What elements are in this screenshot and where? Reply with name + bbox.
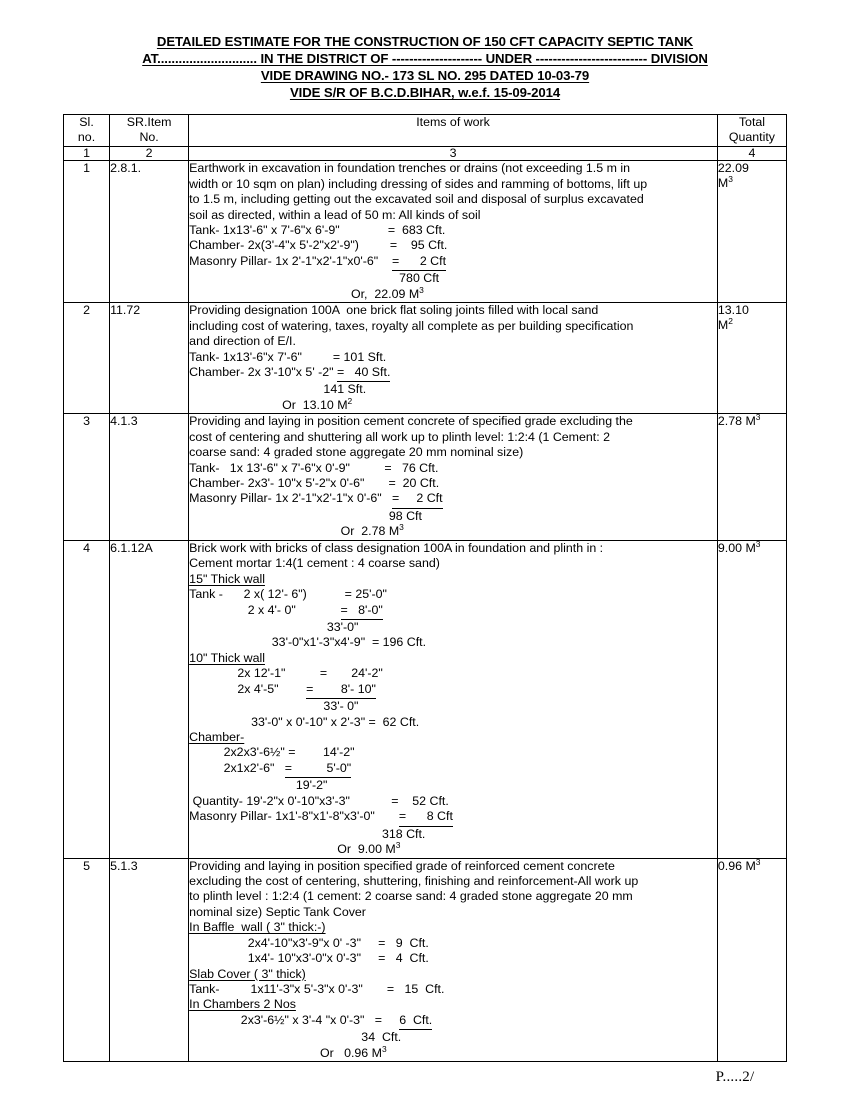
- title-line-1: [0, 33, 850, 50]
- sub-heading: Chamber-: [189, 730, 245, 745]
- desc-line: Brick work with bricks of class designation 100A in foundation and plinth in :: [189, 540, 604, 555]
- qty-unit: M: [717, 176, 729, 191]
- row-sr-item-no: 4.1.3: [110, 414, 189, 541]
- row-sr-item-no: 5.1.3: [110, 858, 189, 1062]
- row-sl-no: 4: [64, 540, 110, 858]
- desc-line: Providing and laying in position specified grade of reinforced cement concrete: [189, 858, 615, 873]
- desc-line: cost of centering and shuttering all work up to plinth level: 1:2:4 (1 Cement: 2: [189, 429, 610, 444]
- calc-line: Tank- 1x13'-6" x 7'-6"x 6'-9" = 683 Cft.: [189, 223, 446, 238]
- calc-line: Masonry Pillar- 1x 2'-1"x2'-1"x 0'-6" = 2 Cft: [189, 491, 717, 508]
- desc-line: Providing designation 100A one brick flat soling joints filled with local sand: [189, 303, 599, 318]
- calc-line: 2x 4'-5" = 8'- 10": [189, 682, 717, 699]
- calc-subtotal: 98 Cft: [189, 508, 422, 523]
- calc-subtotal: 318 Cft.: [189, 826, 426, 841]
- row-sr-item-no: 6.1.12A: [110, 540, 189, 858]
- calc-line: 2x3'-6½" x 3'-4 "x 0'-3" = 6 Cft.: [189, 1013, 717, 1030]
- desc-line: to plinth level : 1:2:4 (1 cement: 2 coarse sand: 4 graded stone aggregate 20 mm: [189, 889, 633, 904]
- calc-subtotal: 34 Cft.: [189, 1030, 402, 1045]
- row-total-quantity: [717, 858, 786, 1062]
- desc-line: to 1.5 m, including getting out the excavated soil and disposal of surplus excavated: [189, 192, 644, 207]
- sub-heading: 10" Thick wall: [189, 650, 265, 665]
- row-items-of-work: [189, 414, 718, 541]
- calc-line: 2x4'-10"x3'-9"x 0' -3" = 9 Cft.: [189, 935, 429, 950]
- calc-line: 33'-0" x 0'-10" x 2'-3" = 62 Cft.: [189, 714, 420, 729]
- calc-line: 2x1x2'-6" = 5'-0": [189, 761, 717, 778]
- header-total-quantity: Total Quantity: [717, 114, 786, 146]
- row-total-quantity: [717, 303, 786, 414]
- calc-line: Tank - 2 x( 12'- 6") = 25'-0": [189, 587, 387, 602]
- calc-line: Masonry Pillar- 1x 2'-1"x2'-1"x0'-6" = 2 Cft: [189, 254, 717, 271]
- row-sr-item-no: 11.72: [110, 303, 189, 414]
- calc-conversion: Or 9.00 $M^3$: [189, 839, 401, 857]
- title-line-1-text: DETAILED ESTIMATE FOR THE CONSTRUCTION OF 150 CFT CAPACITY SEPTIC TANK: [156, 34, 694, 49]
- row-items-of-work: [189, 858, 718, 1062]
- col-num-3: 3: [189, 146, 718, 161]
- page-footer: [0, 1068, 850, 1086]
- table-row: [64, 858, 787, 1062]
- calc-subtotal: 33'- 0": [189, 699, 359, 714]
- row-sl-no: 2: [64, 303, 110, 414]
- calc-subtotal: 141 Sft.: [189, 382, 367, 397]
- desc-line: Cement mortar 1:4(1 cement : 4 coarse sand): [189, 556, 440, 571]
- row-total-quantity: [717, 414, 786, 541]
- title-line-3-text: VIDE DRAWING NO.- 173 SL NO. 295 DATED 10-03-79: [260, 68, 590, 84]
- desc-line: soil as directed, within a lead of 50 m: All kinds of soil: [189, 207, 481, 222]
- desc-line: and direction of E/I.: [189, 334, 296, 349]
- header-sr-item-no: SR.Item No.: [110, 114, 189, 146]
- row-items-of-work: [189, 161, 718, 303]
- calc-conversion: Or 13.10 $M^2$: [189, 395, 353, 412]
- calc-line: Chamber- 2x(3'-4"x 5'-2"x2'-9") = 95 Cft.: [189, 238, 448, 253]
- title-line-2: [0, 50, 850, 67]
- table-row: [64, 414, 787, 541]
- title-line-2-text: AT............................ IN THE DISTRICT OF --------------------- UNDER -------------------------- DIVISION: [142, 51, 708, 67]
- row-sl-no: 1: [64, 161, 110, 303]
- qty-value: 9.00 M: [717, 540, 756, 555]
- calc-line: Tank- 1x 13'-6" x 7'-6"x 0'-9" = 76 Cft.: [189, 460, 439, 475]
- desc-line: coarse sand: 4 graded stone aggregate 20 mm nominal size): [189, 445, 524, 460]
- qty-exponent: 3: [755, 538, 761, 549]
- qty-value: 0.96 M: [717, 858, 756, 873]
- calc-line: Tank- 1x11'-3"x 5'-3"x 0'-3" = 15 Cft.: [189, 982, 445, 997]
- calc-line: Chamber- 2x3'- 10"x 5'-2"x 0'-6" = 20 Cft.: [189, 476, 440, 491]
- calc-line: Quantity- 19'-2"x 0'-10"x3'-3" = 52 Cft.: [189, 793, 449, 808]
- col-num-1: 1: [64, 146, 110, 161]
- row-total-quantity: [717, 540, 786, 858]
- calc-subtotal: 33'-0": [189, 619, 359, 634]
- qty-value: 13.10: [717, 303, 749, 318]
- estimate-table: [63, 114, 787, 1063]
- title-line-4: [0, 84, 850, 101]
- row-items-of-work: [189, 303, 718, 414]
- desc-line: Providing and laying in position cement concrete of specified grade excluding the: [189, 414, 633, 429]
- desc-line: Earthwork in excavation in foundation trenches or drains (not exceeding 1.5 m in: [189, 161, 630, 176]
- sub-heading: In Chambers 2 Nos: [189, 997, 296, 1012]
- qty-exponent: 3: [728, 174, 733, 185]
- table-row: [64, 161, 787, 303]
- calc-conversion: Or, 22.09 $M^3$: [189, 284, 424, 301]
- table-column-number-row: [64, 146, 787, 161]
- row-sr-item-no: 2.8.1.: [110, 161, 189, 303]
- calc-line: 2 x 4'- 0" = 8'-0": [189, 603, 717, 620]
- qty-exponent: 2: [728, 316, 733, 327]
- desc-line: nominal size) Septic Tank Cover: [189, 904, 366, 919]
- calc-line: 33'-0"x1'-3"x4'-9" = 196 Cft.: [189, 635, 427, 650]
- row-sl-no: 5: [64, 858, 110, 1062]
- sub-heading: In Baffle wall ( 3" thick:-): [189, 920, 326, 935]
- row-items-of-work: [189, 540, 718, 858]
- row-total-quantity: [717, 161, 786, 303]
- calc-conversion: Or 0.96 $M^3$: [189, 1043, 387, 1060]
- desc-line: width or 10 sqm on plan) including dressing of sides and ramming of bottoms, lift up: [189, 176, 648, 191]
- qty-unit: M: [717, 318, 729, 333]
- desc-line: including cost of watering, taxes, royalty all complete as per building specification: [189, 318, 634, 333]
- calc-line: Tank- 1x13'-6"x 7'-6" = 101 Sft.: [189, 349, 387, 364]
- header-items-of-work: Items of work: [189, 114, 718, 146]
- row-sl-no: 3: [64, 414, 110, 541]
- estimate-table-wrap: [63, 114, 787, 1063]
- sub-heading: Slab Cover ( 3" thick): [189, 966, 306, 981]
- desc-line: excluding the cost of centering, shuttering, finishing and reinforcement-All work up: [189, 873, 639, 888]
- qty-exponent: 3: [755, 412, 761, 423]
- qty-exponent: 3: [755, 856, 761, 867]
- page-number-label: P.....2/: [715, 1069, 755, 1085]
- document-title-block: [0, 0, 850, 102]
- calc-line: Chamber- 2x 3'-10"x 5' -2" = 40 Sft.: [189, 365, 717, 382]
- calc-conversion: Or 2.78 $M^3$: [189, 522, 404, 539]
- col-num-2: 2: [110, 146, 189, 161]
- calc-line: 2x2x3'-6½" = 14'-2": [189, 745, 355, 760]
- header-sl-no: Sl. no.: [64, 114, 110, 146]
- calc-line: 1x4'- 10"x3'-0"x 0'-3" = 4 Cft.: [189, 951, 429, 966]
- sub-heading: 15" Thick wall: [189, 571, 265, 586]
- calc-subtotal: 19'-2": [189, 778, 328, 793]
- calc-subtotal: 780 Cft: [189, 271, 440, 286]
- qty-value: 2.78 M: [717, 414, 756, 429]
- table-header-row: [64, 114, 787, 146]
- title-line-4-text: VIDE S/R OF B.C.D.BIHAR, w.e.f. 15-09-2014: [289, 85, 561, 101]
- table-row: [64, 540, 787, 858]
- table-row: [64, 303, 787, 414]
- calc-line: 2x 12'-1" = 24'-2": [189, 666, 383, 681]
- calc-line: Masonry Pillar- 1x1'-8"x1'-8"x3'-0" = 8 Cft: [189, 809, 717, 826]
- title-line-3: [0, 67, 850, 84]
- col-num-4: 4: [717, 146, 786, 161]
- qty-value: 22.09: [717, 161, 749, 176]
